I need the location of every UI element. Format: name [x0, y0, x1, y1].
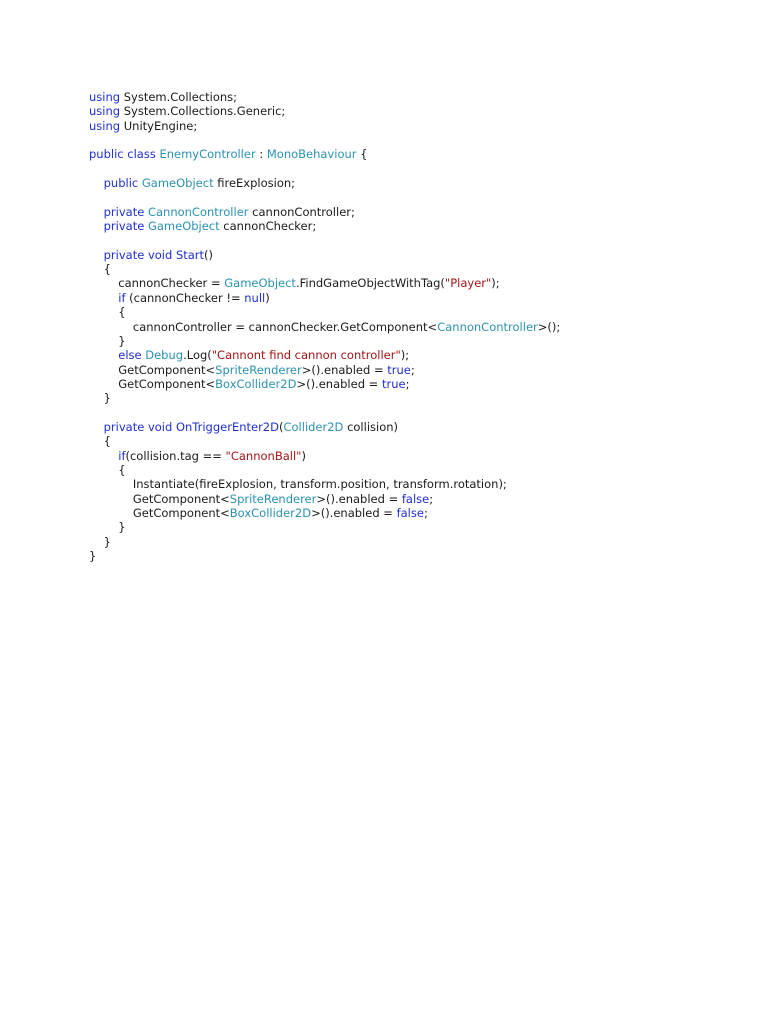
- code-line: [89, 205, 560, 219]
- code-line: [89, 248, 560, 262]
- code-keyword: using: [89, 104, 121, 119]
- code-text: );: [491, 276, 500, 291]
- code-type-name: SpriteRenderer: [229, 491, 317, 506]
- code-line: [89, 190, 560, 204]
- code-text: cannonController;: [248, 204, 355, 219]
- code-text: >().enabled =: [301, 362, 388, 377]
- code-line: [89, 506, 560, 520]
- code-line: [89, 90, 560, 104]
- code-text: (cannonChecker !=: [125, 290, 245, 305]
- code-block: [89, 90, 560, 563]
- code-text: }: [89, 534, 111, 549]
- code-text: }: [89, 549, 97, 563]
- code-line: [89, 133, 560, 147]
- code-text: [89, 248, 104, 262]
- code-string: "Cannont find cannon controller": [211, 348, 401, 363]
- code-text: GetComponent<: [89, 505, 230, 520]
- code-keyword: if: [118, 448, 126, 463]
- code-text: }: [89, 333, 126, 348]
- code-line: [89, 104, 560, 118]
- code-line: [89, 233, 560, 247]
- code-text: ;: [429, 491, 434, 506]
- code-line: [89, 492, 560, 506]
- code-text: [89, 348, 118, 362]
- code-keyword: public class: [89, 147, 156, 162]
- code-keyword: false: [401, 491, 430, 506]
- code-keyword: private: [103, 204, 145, 219]
- code-line: [89, 449, 560, 463]
- code-keyword: true: [381, 376, 406, 391]
- code-text: >().enabled =: [311, 505, 397, 520]
- code-type-name: Collider2D: [283, 419, 344, 434]
- code-string: "Player": [444, 276, 492, 291]
- code-text: {: [356, 147, 368, 162]
- code-keyword: if: [118, 290, 126, 305]
- code-text: GetComponent<: [89, 376, 216, 391]
- code-keyword: private void: [103, 247, 173, 262]
- code-text: :: [255, 147, 267, 162]
- code-text: cannonChecker;: [219, 219, 317, 234]
- code-text: }: [89, 391, 111, 406]
- code-text: [89, 205, 104, 219]
- code-text: ;: [423, 505, 428, 520]
- code-line: [89, 391, 560, 405]
- code-text: );: [400, 348, 410, 363]
- code-keyword: OnTriggerEnter2D: [175, 419, 279, 434]
- code-line: [89, 176, 560, 190]
- code-text: {: [89, 262, 111, 277]
- code-text: }: [89, 520, 126, 535]
- code-text: fireExplosion;: [213, 176, 296, 191]
- code-keyword: false: [396, 505, 424, 520]
- code-text: [89, 291, 118, 305]
- code-text: ): [265, 290, 270, 305]
- code-line: [89, 219, 560, 233]
- code-text: [89, 219, 104, 233]
- code-text: [89, 420, 104, 434]
- code-text: System.Collections.Generic;: [120, 104, 286, 119]
- code-text: {: [89, 462, 126, 477]
- code-line: [89, 334, 560, 348]
- code-type-name: GameObject: [141, 176, 214, 191]
- code-line: [89, 477, 560, 491]
- code-line: [89, 147, 560, 161]
- code-line: [89, 420, 560, 434]
- code-text: ;: [405, 376, 410, 391]
- code-keyword: public: [103, 176, 139, 191]
- code-text: GetComponent<: [89, 491, 230, 506]
- code-type-name: GameObject: [147, 219, 220, 234]
- code-type-name: MonoBehaviour: [266, 147, 357, 162]
- code-line: [89, 305, 560, 319]
- code-text: [89, 176, 104, 190]
- code-keyword: private: [103, 219, 145, 234]
- code-text: ): [301, 448, 306, 463]
- code-keyword: true: [387, 362, 411, 377]
- code-text: .FindGameObjectWithTag(: [295, 276, 445, 291]
- code-text: cannonChecker =: [89, 276, 225, 291]
- code-text: >().enabled =: [296, 376, 382, 391]
- code-keyword: Start: [175, 247, 205, 262]
- code-text: (collision.tag ==: [125, 448, 226, 463]
- code-line: [89, 291, 560, 305]
- code-keyword: using: [89, 90, 121, 104]
- code-line: [89, 377, 560, 391]
- code-type-name: CannonController: [147, 204, 249, 219]
- code-line: [89, 363, 560, 377]
- code-text: {: [89, 305, 126, 320]
- code-string: "CannonBall": [225, 448, 302, 463]
- code-line: [89, 463, 560, 477]
- code-text: GetComponent<: [89, 362, 216, 377]
- code-keyword: using: [89, 118, 121, 133]
- code-type-name: GameObject: [224, 276, 296, 291]
- code-text: UnityEngine;: [120, 118, 198, 133]
- code-keyword: else: [118, 348, 142, 363]
- code-line: [89, 520, 560, 534]
- code-line: [89, 320, 560, 334]
- code-type-name: EnemyController: [159, 147, 256, 162]
- code-type-name: BoxCollider2D: [215, 376, 297, 391]
- code-type-name: Debug: [145, 348, 184, 363]
- code-text: {: [89, 434, 111, 449]
- code-text: >().enabled =: [316, 491, 402, 506]
- code-text: ;: [410, 362, 415, 377]
- code-keyword: private void: [103, 419, 173, 434]
- code-text: >();: [537, 319, 561, 334]
- code-text: .Log(: [183, 348, 212, 363]
- code-line: [89, 434, 560, 448]
- code-line: [89, 535, 560, 549]
- code-text: (): [204, 247, 214, 262]
- code-line: [89, 549, 560, 563]
- code-text: Instantiate(fireExplosion, transform.position, transform.rotation);: [89, 477, 507, 492]
- code-keyword: null: [244, 290, 266, 305]
- code-text: cannonController = cannonChecker.GetComponent<: [89, 319, 438, 334]
- code-line: [89, 276, 560, 290]
- code-text: [89, 449, 118, 463]
- code-line: [89, 162, 560, 176]
- code-type-name: BoxCollider2D: [229, 505, 312, 520]
- code-type-name: SpriteRenderer: [215, 362, 302, 377]
- code-text: System.Collections;: [120, 90, 238, 104]
- code-line: [89, 119, 560, 133]
- code-type-name: CannonController: [437, 319, 538, 334]
- code-line: [89, 348, 560, 362]
- code-line: [89, 262, 560, 276]
- code-text: (: [278, 419, 284, 434]
- code-line: [89, 406, 560, 420]
- code-text: collision): [343, 419, 399, 434]
